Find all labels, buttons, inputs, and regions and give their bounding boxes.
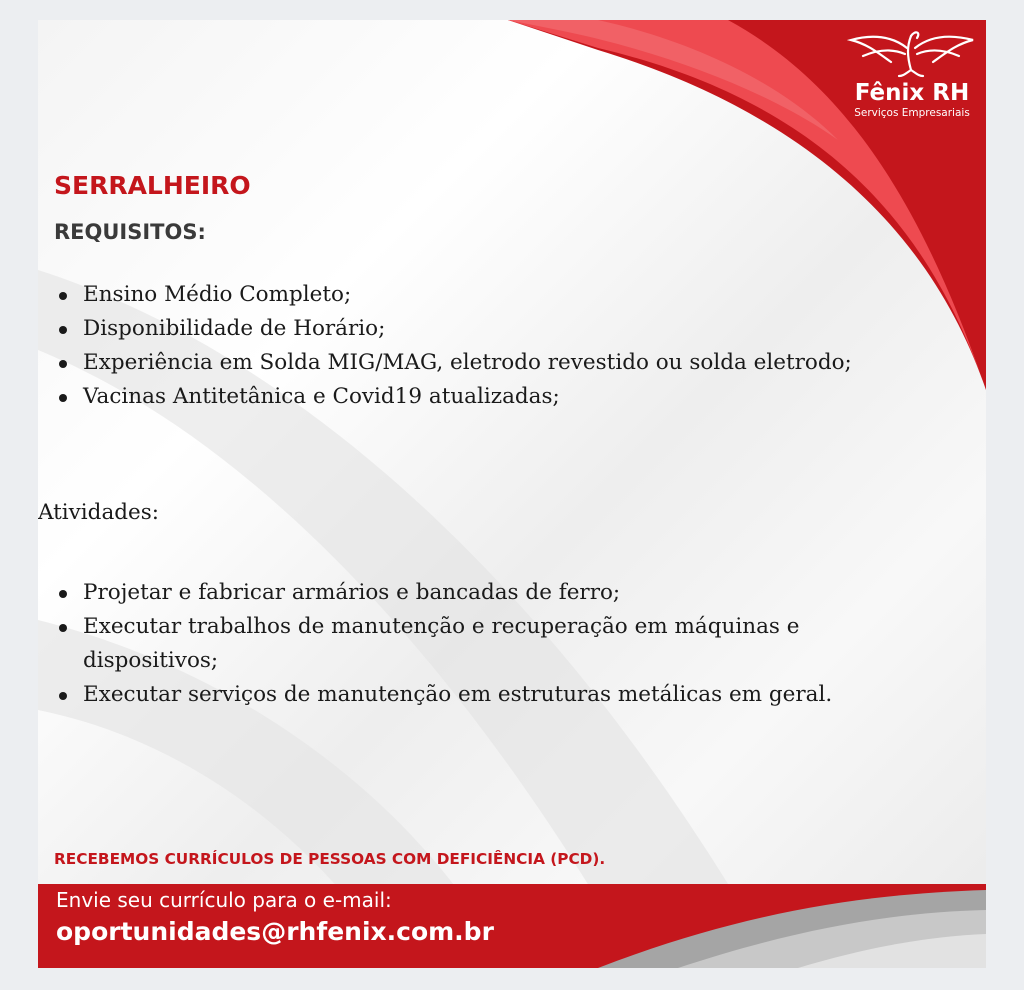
list-item: Vacinas Antitetânica e Covid19 atualizadas; <box>55 380 915 414</box>
list-item: Projetar e fabricar armários e bancadas de ferro; <box>55 576 915 610</box>
job-post-card <box>38 20 986 968</box>
list-item: Executar serviços de manutenção em estruturas metálicas em geral. <box>55 678 915 712</box>
activities-list <box>55 576 915 712</box>
list-item: Disponibilidade de Horário; <box>55 312 915 346</box>
contact-email[interactable]: oportunidades@rhfenix.com.br <box>56 917 494 946</box>
contact-intro: Envie seu currículo para o e-mail: <box>56 888 392 912</box>
list-item: Experiência em Solda MIG/MAG, eletrodo revestido ou solda eletrodo; <box>55 346 915 380</box>
brand-name: Fênix RH <box>854 80 970 106</box>
company-logo <box>838 26 986 120</box>
requirements-list <box>55 278 915 414</box>
pcd-notice: RECEBEMOS CURRÍCULOS DE PESSOAS COM DEFICIÊNCIA (PCD). <box>54 850 606 868</box>
list-item: Executar trabalhos de manutenção e recuperação em máquinas e dispositivos; <box>55 610 915 678</box>
brand-tagline: Serviços Empresariais <box>854 107 970 119</box>
activities-heading: Atividades: <box>38 500 160 525</box>
phoenix-wings-icon <box>838 26 986 78</box>
requirements-heading: REQUISITOS: <box>54 220 206 244</box>
list-item: Ensino Médio Completo; <box>55 278 915 312</box>
background-shapes <box>38 20 986 968</box>
contact-block <box>56 886 494 950</box>
job-title: SERRALHEIRO <box>54 171 251 200</box>
